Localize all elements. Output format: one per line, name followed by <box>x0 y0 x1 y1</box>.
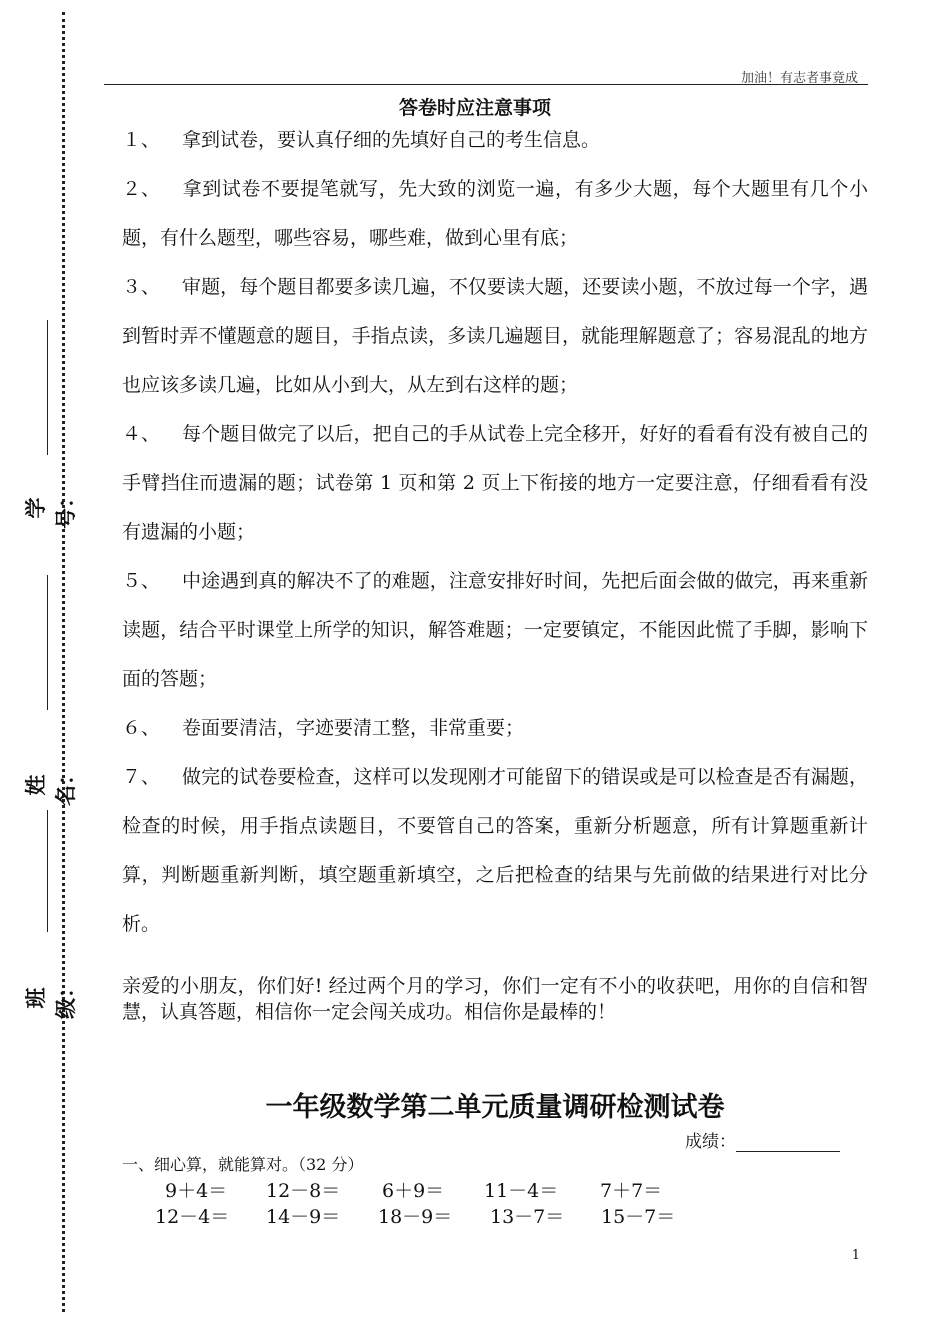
score-label: 成绩： <box>685 1132 736 1152</box>
calc-problem: 9＋4＝ <box>165 1180 228 1202</box>
name-label: 姓名： <box>24 764 78 806</box>
item-text: 审题，每个题目都要多读几遍，不仅要读大题，还要读小题，不放过每一个字，遇到暂时弄不懂题意的题目，手指点读，多读几遍题目，就能理解题意了；容易混乱的地方也应该多读几遍，比如从小到大，从左到右这样的题； <box>122 276 868 396</box>
calc-problem: 14－9＝ <box>266 1206 341 1228</box>
item-number: ３、 <box>122 276 161 298</box>
calc-problem: 12－4＝ <box>155 1206 230 1228</box>
notice-list <box>122 116 868 949</box>
header-motto: 加油！有志者事竟成 <box>740 71 858 86</box>
notice-item <box>122 704 868 753</box>
notice-item <box>122 116 868 165</box>
score-field <box>685 1127 840 1152</box>
greeting-paragraph: 亲爱的小朋友，你们好! 经过两个月的学习，你们一定有不小的收获吧，用你的自信和智慧，认真答题，相信你一定会闯关成功。相信你是最棒的！ <box>122 975 868 1023</box>
item-text: 卷面要清洁，字迹要清工整，非常重要； <box>182 717 525 739</box>
item-text: 做完的试卷要检查，这样可以发现刚才可能留下的错误或是可以检查是否有漏题，检查的时候，用手指点读题目，不要管自己的答案，重新分析题意，所有计算题重新计算，判断题重新判断，填空题重新填空，之后把检查的结果与先前做的结果进行对比分析。 <box>122 766 868 935</box>
item-text: 中途遇到真的解决不了的难题，注意安排好时间，先把后面会做的做完，再来重新读题，结合平时课堂上所学的知识，解答难题；一定要镇定，不能因此慌了手脚，影响下面的答题； <box>122 570 868 690</box>
calc-problem: 13－7＝ <box>490 1206 565 1228</box>
item-text: 拿到试卷，要认真仔细的先填好自己的考生信息。 <box>182 129 601 151</box>
notice-item <box>122 753 868 949</box>
notice-item <box>122 410 868 557</box>
item-number: ４、 <box>122 423 161 445</box>
class-line <box>47 810 48 932</box>
student-id-line <box>47 320 48 455</box>
item-number: ６、 <box>122 717 161 739</box>
calc-problem: 7＋7＝ <box>600 1180 663 1202</box>
exam-title: 一年级数学第二单元质量调研检测试卷 <box>265 1092 725 1123</box>
item-number: １、 <box>122 129 161 151</box>
class-label: 班级： <box>24 977 78 1019</box>
item-text: 每个题目做完了以后，把自己的手从试卷上完全移开，好好的看看有没有被自己的手臂挡住而遗漏的题；试卷第 1 页和第 2 页上下衔接的地方一定要注意，仔细看看有没有遗漏的小题； <box>122 423 868 543</box>
item-number: ７、 <box>122 766 161 788</box>
notice-item <box>122 263 868 410</box>
score-blank[interactable] <box>736 1133 840 1152</box>
calc-problem: 6＋9＝ <box>382 1180 445 1202</box>
calc-problem: 11－4＝ <box>484 1180 559 1202</box>
item-number: ２、 <box>122 178 161 200</box>
item-text: 拿到试卷不要提笔就写，先大致的浏览一遍，有多少大题，每个大题里有几个小题，有什么题型，哪些容易，哪些难，做到心里有底； <box>122 178 868 249</box>
calc-problem: 18－9＝ <box>378 1206 453 1228</box>
calc-problem: 15－7＝ <box>601 1206 676 1228</box>
page-number: 1 <box>851 1248 860 1263</box>
name-line <box>47 575 48 710</box>
section-heading: 一、细心算，就能算对。（32 分） <box>122 1155 364 1174</box>
notice-item <box>122 557 868 704</box>
item-number: ５、 <box>122 570 161 592</box>
notice-title: 答卷时应注意事项 <box>398 97 551 119</box>
calc-problem: 12－8＝ <box>266 1180 341 1202</box>
notice-item <box>122 165 868 263</box>
student-id-label: 学号： <box>24 487 78 529</box>
header-rule <box>104 84 868 85</box>
